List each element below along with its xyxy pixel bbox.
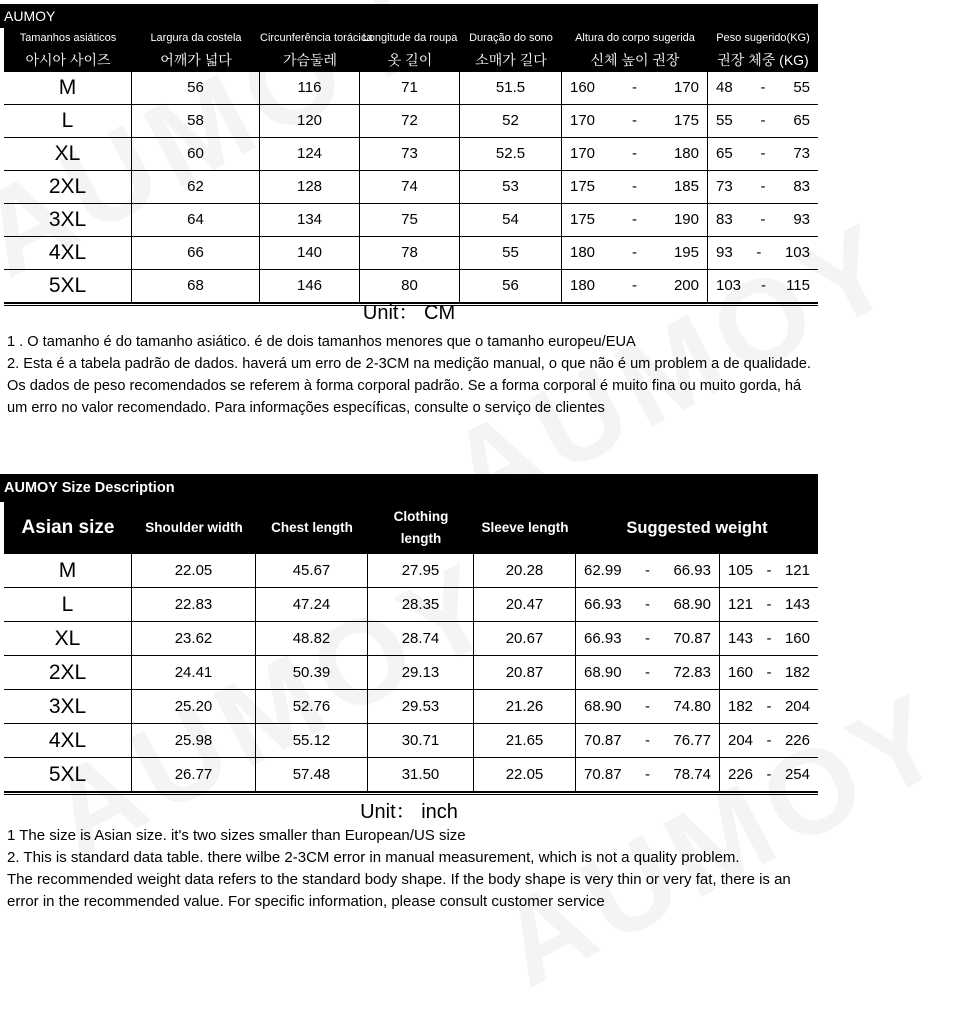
table-body <box>4 72 818 303</box>
size-cell: L <box>4 105 132 137</box>
notes-inch <box>7 825 812 913</box>
table-row <box>4 138 818 171</box>
sleeve-cell: 56 <box>460 270 562 302</box>
range-dash: - <box>645 664 650 681</box>
range-min: 226 <box>728 766 754 783</box>
size-cell: 3XL <box>4 204 132 236</box>
shoulder-cell: 66 <box>132 237 260 269</box>
header-height: Altura do corpo sugerida <box>575 32 695 44</box>
range-dash: - <box>766 766 772 783</box>
note-line: 2. This is standard data table. there wilbe 2-3CM error in manual measurement, which is not a quality problem. <box>7 849 740 866</box>
notes-cm <box>7 331 812 419</box>
shoulder-cell: 62 <box>132 171 260 203</box>
note-line: 1 . O tamanho é do tamanho asiático. é de dois tamanhos menores que o tamanho europeu/EUA <box>7 334 636 350</box>
range-max: 72.83 <box>673 664 711 681</box>
range-min: 180 <box>570 244 596 261</box>
table-row <box>4 690 818 724</box>
range-min: 70.87 <box>584 766 622 783</box>
range-dash: - <box>766 732 772 749</box>
shoulder-cell: 25.98 <box>132 724 256 757</box>
table-row <box>4 656 818 690</box>
chest-cell: 116 <box>260 72 360 104</box>
sleeve-cell: 52 <box>460 105 562 137</box>
unit-label-inch: Unit： inch <box>360 801 458 823</box>
range-max: 78.74 <box>673 766 711 783</box>
chest-cell: 146 <box>260 270 360 302</box>
length-cell: 28.35 <box>368 588 474 621</box>
size-cell: 4XL <box>4 724 132 757</box>
height-range-cell <box>562 171 708 203</box>
range-min: 73 <box>716 178 733 195</box>
range-min: 105 <box>728 562 754 579</box>
height-range-cell <box>576 656 720 689</box>
range-dash: - <box>632 244 637 261</box>
range-min: 68.90 <box>584 664 622 681</box>
range-min: 121 <box>728 596 754 613</box>
weight-range-cell <box>708 138 818 170</box>
shoulder-cell: 68 <box>132 270 260 302</box>
shoulder-cell: 22.83 <box>132 588 256 621</box>
header-length-kr: 옷 길이 <box>387 52 433 68</box>
weight-range-cell <box>720 758 818 791</box>
range-max: 55 <box>793 79 810 96</box>
shoulder-cell: 58 <box>132 105 260 137</box>
header-sleeve: Sleeve length <box>481 520 569 535</box>
table-row <box>4 72 818 105</box>
table-row <box>4 204 818 237</box>
header-sleeve-kr: 소매가 길다 <box>475 52 547 68</box>
range-min: 93 <box>716 244 733 261</box>
range-dash: - <box>756 244 762 261</box>
range-min: 204 <box>728 732 754 749</box>
header-height-kr: 신체 높이 권장 <box>590 52 680 68</box>
header-chest: Circunferência torácica <box>260 32 373 44</box>
header-length: Longitude da roupa <box>362 32 458 44</box>
header-size-kr: 아시아 사이즈 <box>25 52 111 68</box>
sleeve-cell: 55 <box>460 237 562 269</box>
sleeve-cell: 51.5 <box>460 72 562 104</box>
weight-range-cell <box>708 237 818 269</box>
header-size: Asian size <box>21 517 115 538</box>
sleeve-cell: 52.5 <box>460 138 562 170</box>
size-cell: XL <box>4 622 132 655</box>
range-max: 83 <box>793 178 810 195</box>
length-cell: 28.74 <box>368 622 474 655</box>
height-range-cell <box>576 690 720 723</box>
range-dash: - <box>760 112 766 129</box>
range-max: 195 <box>673 244 699 261</box>
range-dash: - <box>645 562 650 579</box>
shoulder-cell: 23.62 <box>132 622 256 655</box>
range-max: 185 <box>673 178 699 195</box>
header-weight: Suggested weight <box>626 519 768 537</box>
header-row-portuguese <box>4 28 818 48</box>
range-min: 182 <box>728 698 754 715</box>
range-max: 200 <box>673 277 699 294</box>
length-cell: 71 <box>360 72 460 104</box>
sleeve-cell: 22.05 <box>474 758 576 791</box>
shoulder-cell: 22.05 <box>132 554 256 587</box>
range-dash: - <box>766 664 772 681</box>
sleeve-cell: 21.26 <box>474 690 576 723</box>
range-max: 143 <box>784 596 810 613</box>
range-min: 65 <box>716 145 733 162</box>
size-cell: 2XL <box>4 656 132 689</box>
chest-cell: 55.12 <box>256 724 368 757</box>
chest-cell: 134 <box>260 204 360 236</box>
note-line: 2. Esta é a tabela padrão de dados. haverá um erro de 2-3CM na medição manual, o que não é um problem a de qualidade. <box>7 356 811 372</box>
range-min: 180 <box>570 277 596 294</box>
size-table-inch <box>4 474 818 795</box>
range-min: 55 <box>716 112 733 129</box>
size-cell: 4XL <box>4 237 132 269</box>
height-range-cell <box>562 237 708 269</box>
height-range-cell <box>562 105 708 137</box>
height-range-cell <box>562 204 708 236</box>
chest-cell: 124 <box>260 138 360 170</box>
range-dash: - <box>766 698 772 715</box>
weight-range-cell <box>720 656 818 689</box>
unit-label-cm: Unit： CM <box>362 302 456 324</box>
header-length: Clothing length <box>393 509 449 546</box>
range-dash: - <box>761 277 767 294</box>
chest-cell: 48.82 <box>256 622 368 655</box>
length-cell: 72 <box>360 105 460 137</box>
header-shoulder: Largura da costela <box>150 32 242 44</box>
weight-range-cell <box>720 554 818 587</box>
range-max: 74.80 <box>673 698 711 715</box>
weight-range-cell <box>708 204 818 236</box>
range-min: 83 <box>716 211 733 228</box>
range-max: 121 <box>784 562 810 579</box>
size-cell: XL <box>4 138 132 170</box>
weight-range-cell <box>708 72 818 104</box>
table-row <box>4 554 818 588</box>
length-cell: 27.95 <box>368 554 474 587</box>
length-cell: 78 <box>360 237 460 269</box>
table-row <box>4 105 818 138</box>
range-min: 160 <box>570 79 596 96</box>
range-dash: - <box>766 596 772 613</box>
range-dash: - <box>760 211 766 228</box>
table-body <box>4 554 818 792</box>
length-cell: 74 <box>360 171 460 203</box>
range-max: 190 <box>673 211 699 228</box>
shoulder-cell: 60 <box>132 138 260 170</box>
length-cell: 29.13 <box>368 656 474 689</box>
size-cell: 5XL <box>4 270 132 302</box>
range-max: 68.90 <box>673 596 711 613</box>
note-line: 1 The size is Asian size. it's two sizes smaller than European/US size <box>7 827 466 844</box>
range-max: 76.77 <box>673 732 711 749</box>
range-min: 170 <box>570 145 596 162</box>
weight-range-cell <box>720 690 818 723</box>
chest-cell: 52.76 <box>256 690 368 723</box>
sleeve-cell: 20.47 <box>474 588 576 621</box>
header-row <box>4 502 818 554</box>
range-max: 70.87 <box>673 630 711 647</box>
chest-cell: 140 <box>260 237 360 269</box>
range-max: 73 <box>793 145 810 162</box>
weight-range-cell <box>708 105 818 137</box>
header-weight-kr: 권장 체중 (KG) <box>717 52 809 68</box>
range-max: 182 <box>784 664 810 681</box>
shoulder-cell: 26.77 <box>132 758 256 791</box>
height-range-cell <box>576 554 720 587</box>
height-range-cell <box>576 724 720 757</box>
range-max: 103 <box>784 244 810 261</box>
chest-cell: 57.48 <box>256 758 368 791</box>
size-cell: 3XL <box>4 690 132 723</box>
sleeve-cell: 20.67 <box>474 622 576 655</box>
height-range-cell <box>576 622 720 655</box>
chest-cell: 120 <box>260 105 360 137</box>
range-min: 160 <box>728 664 754 681</box>
chest-cell: 47.24 <box>256 588 368 621</box>
range-dash: - <box>632 145 637 162</box>
range-dash: - <box>632 112 637 129</box>
range-dash: - <box>632 79 637 96</box>
header-shoulder-kr: 어깨가 넓다 <box>160 52 232 68</box>
range-dash: - <box>645 698 650 715</box>
range-dash: - <box>766 630 772 647</box>
range-max: 226 <box>784 732 810 749</box>
range-max: 115 <box>786 277 810 294</box>
sleeve-cell: 53 <box>460 171 562 203</box>
range-max: 180 <box>673 145 699 162</box>
range-min: 62.99 <box>584 562 622 579</box>
length-cell: 31.50 <box>368 758 474 791</box>
range-dash: - <box>760 79 766 96</box>
sleeve-cell: 20.87 <box>474 656 576 689</box>
range-dash: - <box>645 732 650 749</box>
size-table-cm <box>4 4 818 306</box>
range-min: 66.93 <box>584 630 622 647</box>
range-min: 175 <box>570 178 596 195</box>
range-max: 160 <box>784 630 810 647</box>
range-max: 65 <box>793 112 810 129</box>
weight-range-cell <box>720 622 818 655</box>
range-dash: - <box>645 766 650 783</box>
length-cell: 80 <box>360 270 460 302</box>
table-row <box>4 622 818 656</box>
weight-range-cell <box>720 588 818 621</box>
size-cell: M <box>4 72 132 104</box>
range-min: 175 <box>570 211 596 228</box>
range-min: 48 <box>716 79 733 96</box>
size-cell: L <box>4 588 132 621</box>
range-max: 204 <box>784 698 810 715</box>
range-min: 66.93 <box>584 596 622 613</box>
note-line: Os dados de peso recomendados se referem à forma corporal padrão. Se a forma corporal é muito fina ou muito gorda, há um erro no valor recomendado. Para informações específicas, consulte o serviço de clientes <box>7 378 802 416</box>
range-max: 93 <box>793 211 810 228</box>
height-range-cell <box>562 138 708 170</box>
range-dash: - <box>766 562 772 579</box>
range-dash: - <box>760 145 766 162</box>
size-cell: M <box>4 554 132 587</box>
brand-title: AUMOY <box>0 4 818 28</box>
range-dash: - <box>632 211 637 228</box>
table-row <box>4 237 818 270</box>
range-dash: - <box>645 630 650 647</box>
range-dash: - <box>760 178 766 195</box>
table-row <box>4 171 818 204</box>
length-cell: 73 <box>360 138 460 170</box>
range-min: 68.90 <box>584 698 622 715</box>
range-max: 254 <box>784 766 810 783</box>
length-cell: 30.71 <box>368 724 474 757</box>
size-cell: 5XL <box>4 758 132 791</box>
length-cell: 29.53 <box>368 690 474 723</box>
sleeve-cell: 54 <box>460 204 562 236</box>
range-max: 170 <box>673 79 699 96</box>
header-chest-kr: 가슴둘레 <box>282 52 338 68</box>
header-weight: Peso sugerido(KG) <box>716 32 810 44</box>
chest-cell: 128 <box>260 171 360 203</box>
range-max: 66.93 <box>673 562 711 579</box>
table-row <box>4 588 818 622</box>
sleeve-cell: 20.28 <box>474 554 576 587</box>
length-cell: 75 <box>360 204 460 236</box>
brand-title: AUMOY Size Description <box>0 474 818 502</box>
sleeve-cell: 21.65 <box>474 724 576 757</box>
table-row <box>4 724 818 758</box>
shoulder-cell: 24.41 <box>132 656 256 689</box>
height-range-cell <box>576 588 720 621</box>
height-range-cell <box>562 72 708 104</box>
range-dash: - <box>632 178 637 195</box>
range-max: 175 <box>673 112 699 129</box>
range-dash: - <box>645 596 650 613</box>
range-min: 70.87 <box>584 732 622 749</box>
size-cell: 2XL <box>4 171 132 203</box>
shoulder-cell: 64 <box>132 204 260 236</box>
chest-cell: 50.39 <box>256 656 368 689</box>
table-row <box>4 758 818 792</box>
weight-range-cell <box>708 171 818 203</box>
header-shoulder: Shoulder width <box>145 520 243 535</box>
header-row-korean <box>4 48 818 72</box>
range-min: 170 <box>570 112 596 129</box>
range-min: 103 <box>716 277 742 294</box>
range-dash: - <box>632 277 637 294</box>
shoulder-cell: 56 <box>132 72 260 104</box>
note-line: The recommended weight data refers to the standard body shape. If the body shape is very thin or very fat, there is an error in the recommended value. For specific information, please consult customer service <box>7 871 791 910</box>
header-size: Tamanhos asiáticos <box>19 32 117 44</box>
header-sleeve: Duração do sono <box>469 32 553 44</box>
range-min: 143 <box>728 630 754 647</box>
weight-range-cell <box>720 724 818 757</box>
height-range-cell <box>576 758 720 791</box>
header-chest: Chest length <box>271 520 353 535</box>
chest-cell: 45.67 <box>256 554 368 587</box>
shoulder-cell: 25.20 <box>132 690 256 723</box>
